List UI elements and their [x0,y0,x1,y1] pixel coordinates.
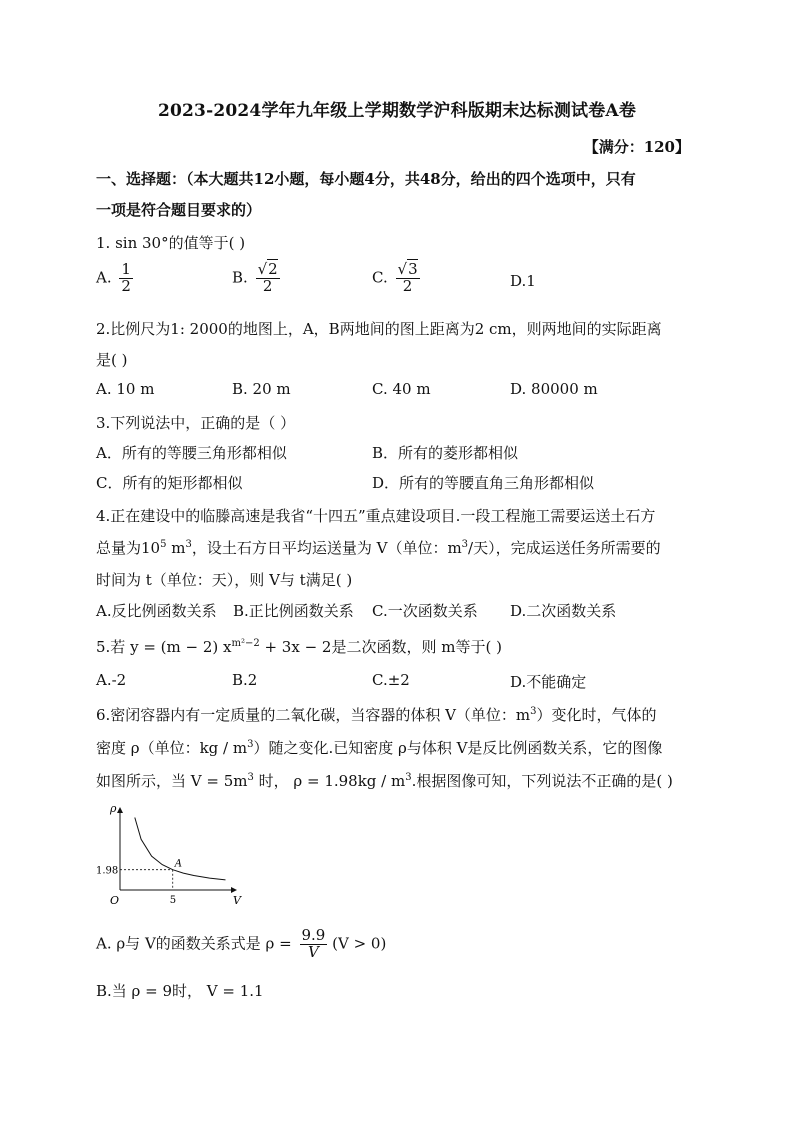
q1-option-c [372,262,420,295]
q6-option-a-text: A. ρ与 V的函数关系式是 ρ = [96,934,292,953]
q1-option-d: D.1 [510,272,536,290]
q1-option-c-label: C. [372,268,388,287]
q4-option-b: B.正比例函数关系 [233,602,354,620]
point-a-label: A [174,858,182,870]
q2-stem-line1: 2.比例尺为1: 2000的地图上，A，B两地间的图上距离为2 cm，则两地间的实际距离 [96,320,662,338]
q6-option-a-tail: (V > 0) [332,934,387,953]
q4-line2-sup2: 3 [185,539,192,550]
q2-stem-line2: 是( ) [96,351,128,369]
q4-line2-sup3: 3 [461,539,469,550]
q2-option-a: A. 10 m [96,380,155,398]
q4-options [96,600,716,630]
q1-option-a-fraction [119,262,133,295]
q5-stem-part-b: + 3x − 2是二次函数，则 m等于( ) [259,638,502,656]
q3-options-row2 [96,472,716,502]
q5-option-c: C.±2 [372,671,410,689]
inverse-proportion-curve [135,818,226,880]
q6-option-a-fraction [300,928,328,961]
q6-line3-sup2: 3 [405,772,412,783]
page-title: 2023-2024学年九年级上学期数学沪科版期末达标测试卷A卷 [157,101,637,121]
q1-option-b-fraction [256,262,280,295]
q1-option-b [232,262,280,295]
q4-line2-part-d: /天），完成运送任务所需要的 [468,539,661,557]
q1-option-a-num: 1 [121,260,131,278]
q6-line2-sup: 3 [247,739,254,750]
q4-line2-part-b: m [166,539,186,557]
q4-stem-line2 [96,537,661,558]
q5-stem [96,636,502,657]
sqrt-icon: √3 [397,260,418,278]
q6-line3-part-b: 时， ρ = 1.98kg / m [253,772,406,790]
q5-stem-part-a: 5.若 y = (m − 2) x [96,638,232,656]
q4-option-c: C.一次函数关系 [372,602,478,620]
section-heading-line2: 一项是符合题目要求的） [96,201,262,219]
q6-option-a-num: 9.9 [301,926,326,944]
q3-stem: 3.下列说法中，正确的是（ ） [96,414,296,432]
q4-option-a: A.反比例函数关系 [96,602,217,620]
q6-stem-line2 [96,737,662,758]
q1-options [96,260,716,295]
q5-option-b: B.2 [232,671,258,689]
q6-stem-line3 [96,770,673,791]
q1-option-b-den: 2 [262,276,273,295]
q4-line2-sup: 5 [160,539,167,550]
q6-line3-part-a: 如图所示，当 V = 5m [96,772,248,790]
q6-line3-sup: 3 [247,772,254,783]
q1-option-a-label: A. [96,268,112,287]
y-tick-label: 1.98 [96,865,119,877]
q3-option-a: A．所有的等腰三角形都相似 [96,444,287,462]
q4-stem-line3: 时间为 t（单位：天），则 V与 t满足( ) [96,571,353,589]
q2-option-b: B. 20 m [232,380,291,398]
q6-line1-part-a: 6.密闭容器内有一定质量的二氧化碳，当容器的体积 V（单位：m [96,706,531,724]
q2-options [96,380,716,410]
section-heading-line1: 一、选择题：（本大题共12小题，每小题4分，共48分，给出的四个选项中，只有 [96,170,636,188]
q6-line1-part-b: ）变化时，气体的 [536,706,657,724]
x-tick-label: 5 [169,895,177,906]
x-axis-label: V [233,894,241,907]
q1-option-c-fraction [396,262,420,295]
q3-option-c: C．所有的矩形都相似 [96,474,243,492]
density-volume-graph [96,800,246,910]
q5-options [96,671,716,701]
q1-option-b-label: B. [232,268,248,287]
q5-option-d: D.不能确定 [510,673,587,691]
q1-option-a-den: 2 [121,276,131,295]
q6-line2-part-b: ）随之变化.已知密度 ρ与体积 V是反比例函数关系，它的图像 [253,739,663,757]
q1-option-b-radicand: 2 [268,260,278,278]
q2-option-c: C. 40 m [372,380,431,398]
q1-option-c-den: 2 [402,276,413,295]
q6-line3-part-c: .根据图像可知，下列说法不正确的是( ) [411,772,673,790]
q5-option-a: A.-2 [96,671,127,689]
origin-label: O [110,894,120,907]
sqrt-icon: √2 [257,260,278,278]
q3-option-d: D．所有的等腰直角三角形都相似 [372,474,595,492]
q6-option-a-den: V [308,942,319,961]
full-score-label: 【满分：120】 [583,138,690,156]
y-axis-label: ρ [110,802,117,815]
q6-stem-line1 [96,704,657,725]
q5-stem-sup: m²−2 [231,638,260,649]
q4-option-d: D.二次函数关系 [510,602,617,620]
q6-option-a [96,928,386,961]
q6-line2-part-a: 密度 ρ（单位：kg / m [96,739,248,757]
q3-option-b: B．所有的菱形都相似 [372,444,519,462]
q6-option-b: B.当 ρ = 9时， V = 1.1 [96,982,264,1000]
q3-options-row1 [96,442,716,472]
q6-line1-sup: 3 [530,706,537,717]
q1-option-c-radicand: 3 [408,260,418,278]
q4-line2-part-c: ，设土石方日平均运送量为 V（单位：m [191,539,462,557]
q1-stem: 1. sin 30°的值等于( ) [96,234,246,252]
q4-line2-part-a: 总量为10 [96,539,161,557]
q4-stem-line1: 4.正在建设中的临滕高速是我省“十四五”重点建设项目.一段工程施工需要运送土石方 [96,507,656,525]
q1-option-a [96,262,133,295]
q2-option-d: D. 80000 m [510,380,598,398]
